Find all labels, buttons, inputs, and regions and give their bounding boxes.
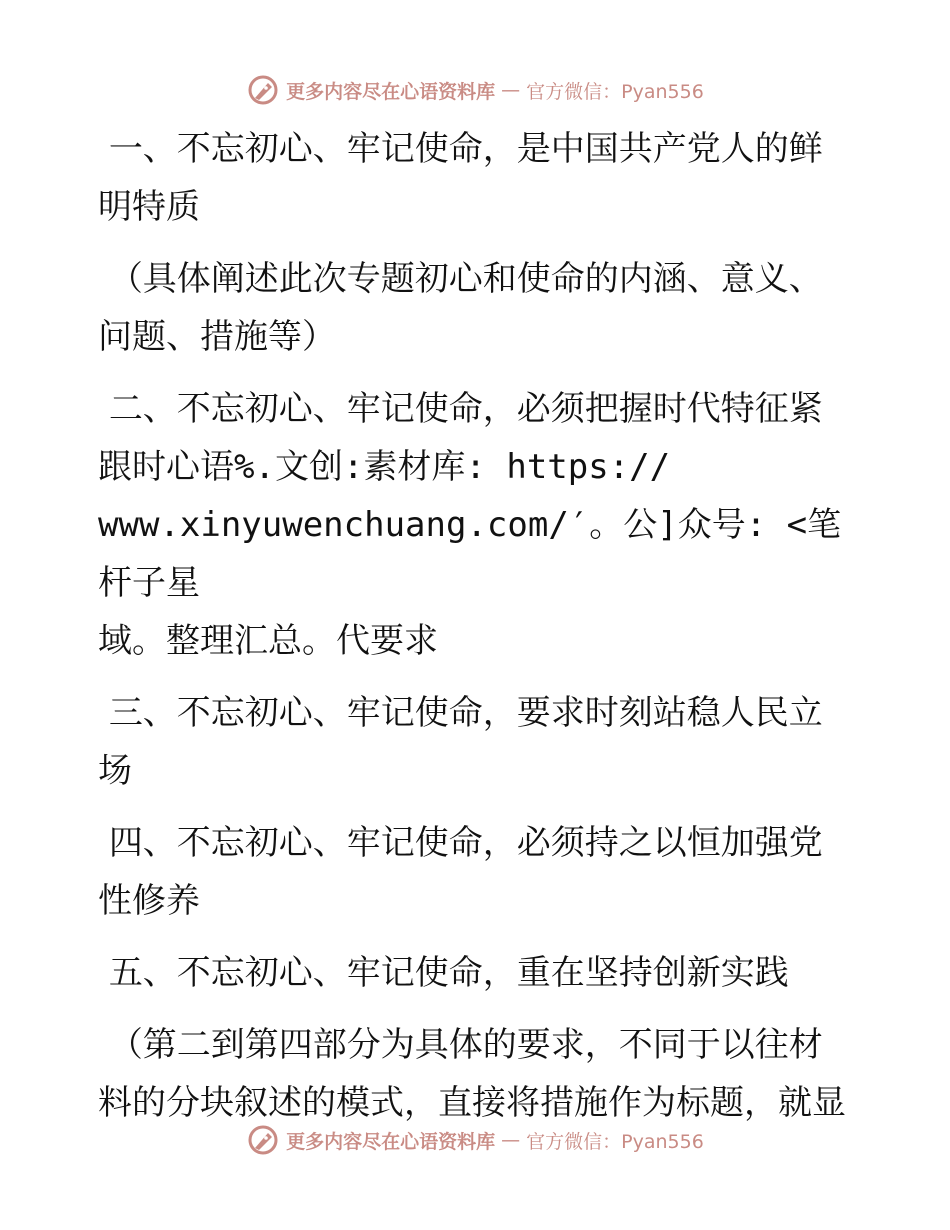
pen-nib-logo-icon	[246, 1123, 280, 1157]
text-line: 料的分块叙述的模式，直接将措施作为标题，就显	[98, 1083, 846, 1123]
text-line: 五、不忘初心、牢记使命，重在坚持创新实践	[98, 953, 789, 993]
text-line: 四、不忘初心、牢记使命，必须持之以恒加强党	[98, 823, 823, 863]
watermark-main-text: 更多内容尽在心语资料库	[286, 1130, 496, 1153]
text-line: 二、不忘初心、牢记使命，必须把握时代特征紧	[98, 389, 823, 429]
bottom-watermark-banner	[0, 1120, 950, 1160]
text-line: 问题、措施等）	[98, 317, 336, 357]
text-line: 明特质	[98, 187, 200, 227]
document-body	[98, 120, 858, 1132]
top-watermark-banner	[0, 70, 950, 110]
text-line: 三、不忘初心、牢记使命，要求时刻站稳人民立	[98, 693, 823, 733]
watermark-main-text: 更多内容尽在心语资料库	[286, 80, 496, 103]
watermark-dash: —	[501, 1129, 521, 1151]
watermark-sub-text: 官方微信：Pyan556	[526, 80, 704, 103]
text-line: www.xinyuwenchuang.com/′。公]众号: <笔杆子星	[98, 505, 842, 603]
text-line: 一、不忘初心、牢记使命，是中国共产党人的鲜	[98, 129, 823, 169]
pen-nib-logo-icon	[246, 73, 280, 107]
text-line: 跟时心语%.文创:素材库: https://	[98, 447, 671, 487]
text-line: 域。整理汇总。代要求	[98, 621, 438, 661]
text-line: （具体阐述此次专题初心和使命的内涵、意义、	[98, 259, 823, 299]
text-line: （第二到第四部分为具体的要求，不同于以往材	[98, 1025, 823, 1065]
watermark-dash: —	[501, 79, 521, 101]
text-line: 性修养	[98, 881, 200, 921]
watermark-sub-text: 官方微信：Pyan556	[526, 1130, 704, 1153]
text-line: 场	[98, 751, 132, 791]
